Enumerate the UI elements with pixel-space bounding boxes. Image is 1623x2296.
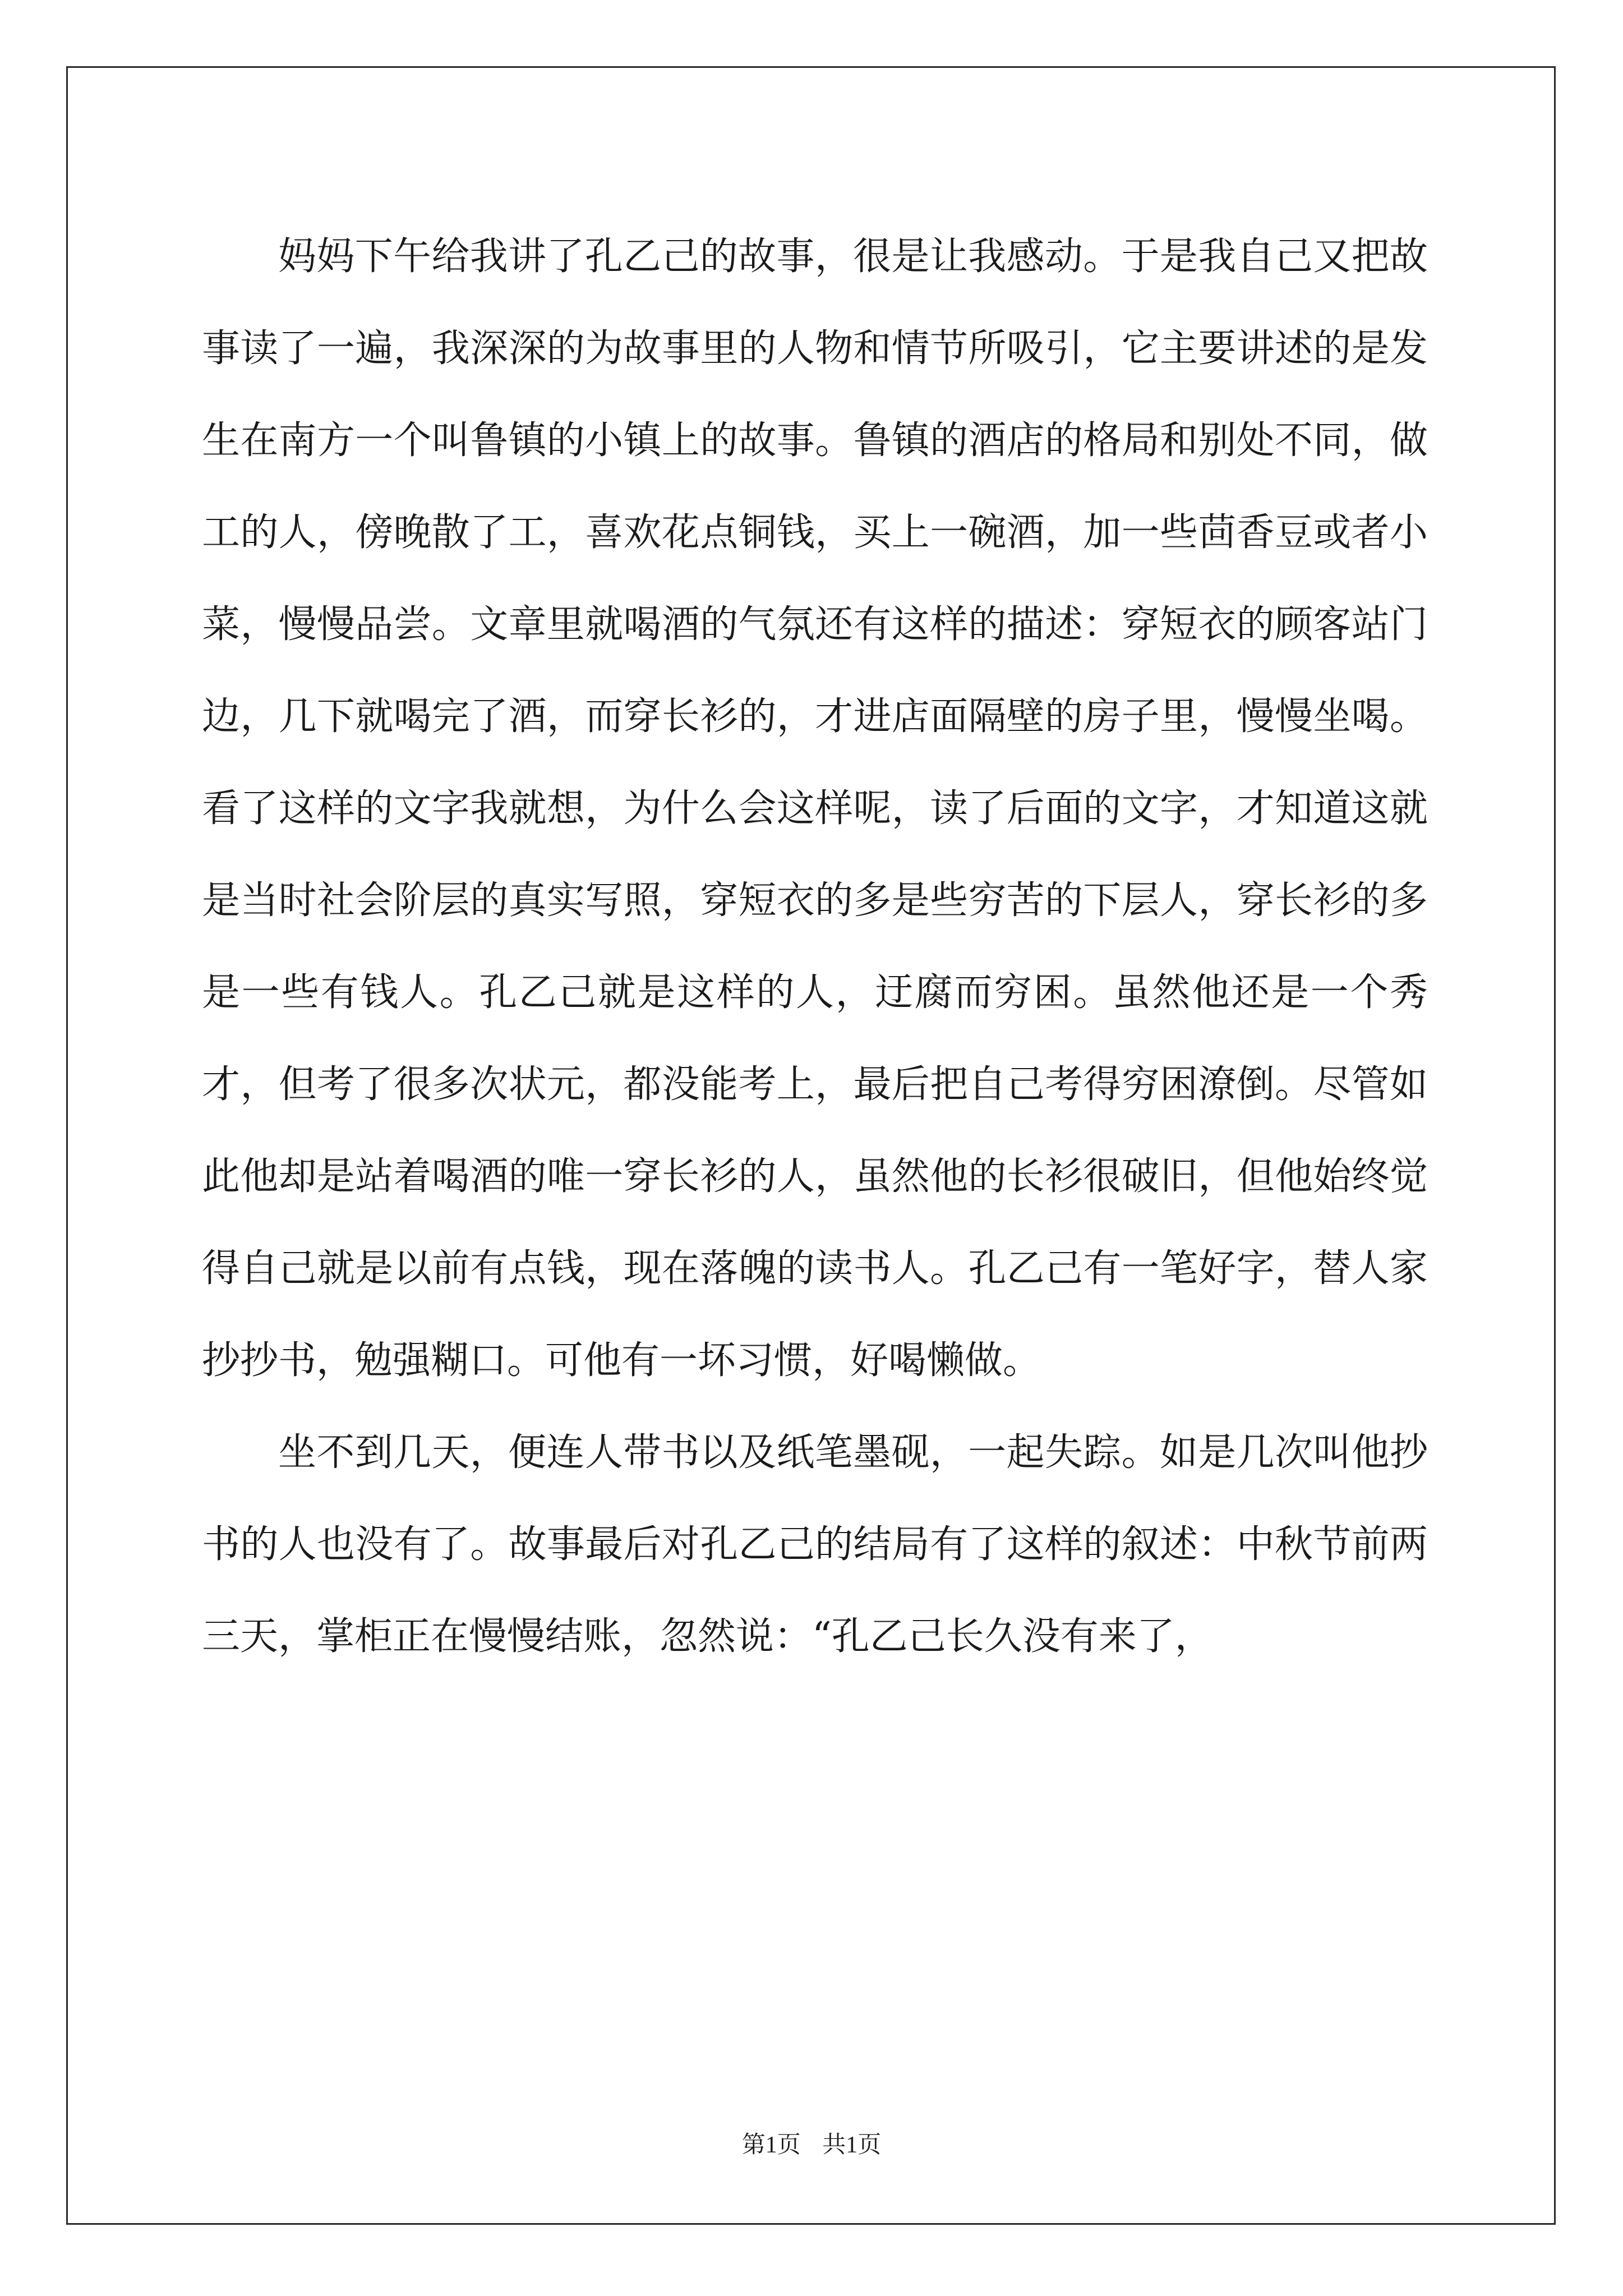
- page-number: 第1页: [741, 2132, 801, 2158]
- document-body: [202, 211, 1428, 1683]
- page-footer: [0, 2126, 1623, 2160]
- page-count: 共1页: [822, 2132, 882, 2158]
- paragraph-1: 妈妈下午给我讲了孔乙己的故事，很是让我感动。于是我自己又把故事读了一遍，我深深的为故事里的人物和情节所吸引，它主要讲述的是发生在南方一个叫鲁镇的小镇上的故事。鲁镇的酒店的格局和别处不同，做工的人，傍晚散了工，喜欢花点铜钱，买上一碗酒，加一些茴香豆或者小菜，慢慢品尝。文章里就喝酒的气氛还有这样的描述：穿短衣的顾客站门边，几下就喝完了酒，而穿长衫的，才进店面隔壁的房子里，慢慢坐喝。看了这样的文字我就想，为什么会这样呢，读了后面的文字，才知道这就是当时社会阶层的真实写照，穿短衣的多是些穷苦的下层人，穿长衫的多是一些有钱人。孔乙己就是这样的人，迂腐而穷困。虽然他还是一个秀才，但考了很多次状元，都没能考上，最后把自己考得穷困潦倒。尽管如此他却是站着喝酒的唯一穿长衫的人，虽然他的长衫很破旧，但他始终觉得自己就是以前有点钱，现在落魄的读书人。孔乙己有一笔好字，替人家抄抄书，勉强糊口。可他有一坏习惯，好喝懒做。: [202, 234, 1428, 1383]
- paragraph-2: 坐不到几天，便连人带书以及纸笔墨砚，一起失踪。如是几次叫他抄书的人也没有了。故事最后对孔乙己的结局有了这样的叙述：中秋节前两三天，掌柜正在慢慢结账，忽然说：“孔乙己长久没有来了，: [202, 1430, 1428, 1659]
